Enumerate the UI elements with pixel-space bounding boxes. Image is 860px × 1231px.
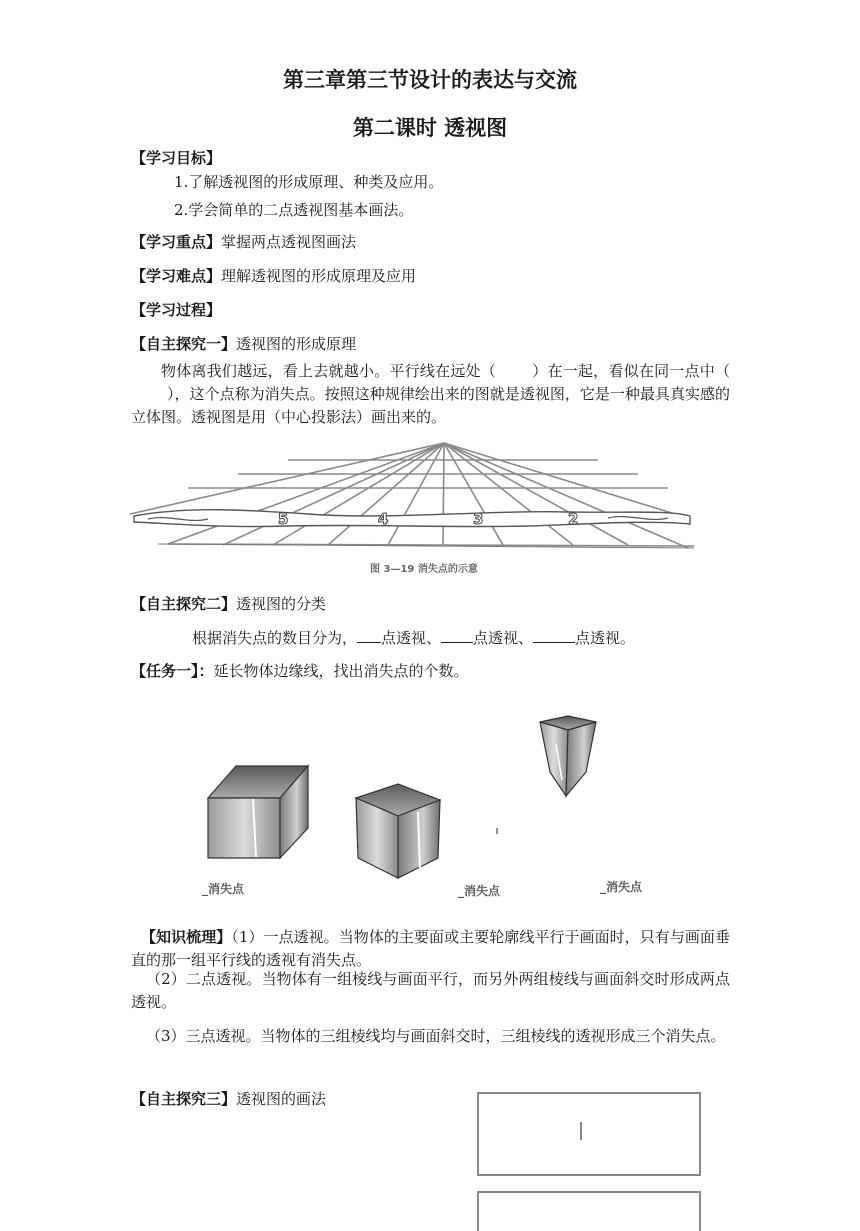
- objective-item: 2.学会简单的二点透视图基本画法。: [174, 201, 414, 219]
- explore3-text: 透视图的画法: [236, 1090, 327, 1108]
- explore1-label: 【自主探究一】: [131, 335, 237, 353]
- explore1-heading: [131, 334, 356, 354]
- process-label: 【学习过程】: [131, 301, 222, 319]
- vanishing-point-figure: [128, 440, 703, 580]
- knowledge-p3: （3）三点透视。当物体的三组棱线均与画面斜交时，三组棱线的透视形成三个消失点。: [146, 1027, 726, 1045]
- box-one-point: [208, 766, 308, 858]
- figure-number: 2: [568, 510, 579, 528]
- difficulty-text: 理解透视图的形成原理及应用: [221, 267, 417, 285]
- figure-number: 3: [473, 510, 484, 528]
- knowledge-p1: 【知识梳理】（1）一点透视。当物体的主要面或主要轮廓线平行于画面时，只有与画面垂直的那一组平行线的透视有消失点。: [131, 928, 730, 969]
- process-section: [131, 300, 221, 320]
- task1-text: 延长物体边缘线，找出消失点的个数。: [213, 662, 469, 680]
- box-three-point: [540, 716, 596, 796]
- explore2-label: 【自主探究二】: [131, 595, 237, 613]
- explore1-text: 透视图的形成原理: [236, 335, 357, 353]
- explore2-heading: [131, 594, 326, 614]
- figure-caption: 图 3—19 消失点的示意: [370, 564, 478, 575]
- objectives-section: [131, 148, 221, 168]
- key-point-section: [131, 232, 356, 252]
- explore1-paragraph: 物体离我们越远，看上去就越小。平行线在远处（ ）在一起，看似在同一点中（），这个点称为消失点。按照这种规律绘出来的图就是透视图，它是一种最具真实感的立体图。透视图是用（中心投影法）画出来的。: [131, 362, 730, 426]
- lesson-subtitle: 第二课时 透视图: [352, 115, 508, 140]
- drawing-frame: [477, 1191, 701, 1231]
- explore3-label: 【自主探究三】: [131, 1090, 237, 1108]
- figure-number: 4: [378, 510, 389, 528]
- objectives-label: 【学习目标】: [131, 149, 222, 167]
- vanishing-point-label: _消失点: [202, 882, 245, 896]
- difficulty-label: 【学习难点】: [131, 267, 222, 285]
- task1-heading: 【任务一】：延长物体边缘线，找出消失点的个数。: [131, 662, 469, 680]
- figure-number: 5: [278, 510, 289, 528]
- vanishing-point-label: _消失点: [458, 884, 501, 898]
- task1-label: 【任务一】: [131, 662, 199, 680]
- explore3-heading: [131, 1089, 326, 1109]
- frame-mark: [580, 1122, 582, 1140]
- key-point-label: 【学习重点】: [131, 233, 222, 251]
- vanishing-point-label: _消失点: [600, 880, 643, 894]
- page-title: 第三章第三节设计的表达与交流: [283, 67, 577, 92]
- knowledge-label: 【知识梳理】: [141, 928, 232, 946]
- objective-item: 1.了解透视图的形成原理、种类及应用。: [174, 173, 444, 191]
- difficulty-section: [131, 266, 416, 286]
- drawing-frame: [477, 1092, 701, 1176]
- explore2-sentence: 根据消失点的数目分为， 点透视、 点透视、 点透视。: [192, 629, 636, 647]
- key-point-text: 掌握两点透视图画法: [221, 233, 357, 251]
- knowledge-p2: （2）二点透视。当物体有一组棱线与画面平行，而另外两组棱线与画面斜交时形成两点透视。: [131, 970, 730, 1011]
- explore2-text: 透视图的分类: [236, 595, 327, 613]
- box-two-point: [356, 784, 497, 878]
